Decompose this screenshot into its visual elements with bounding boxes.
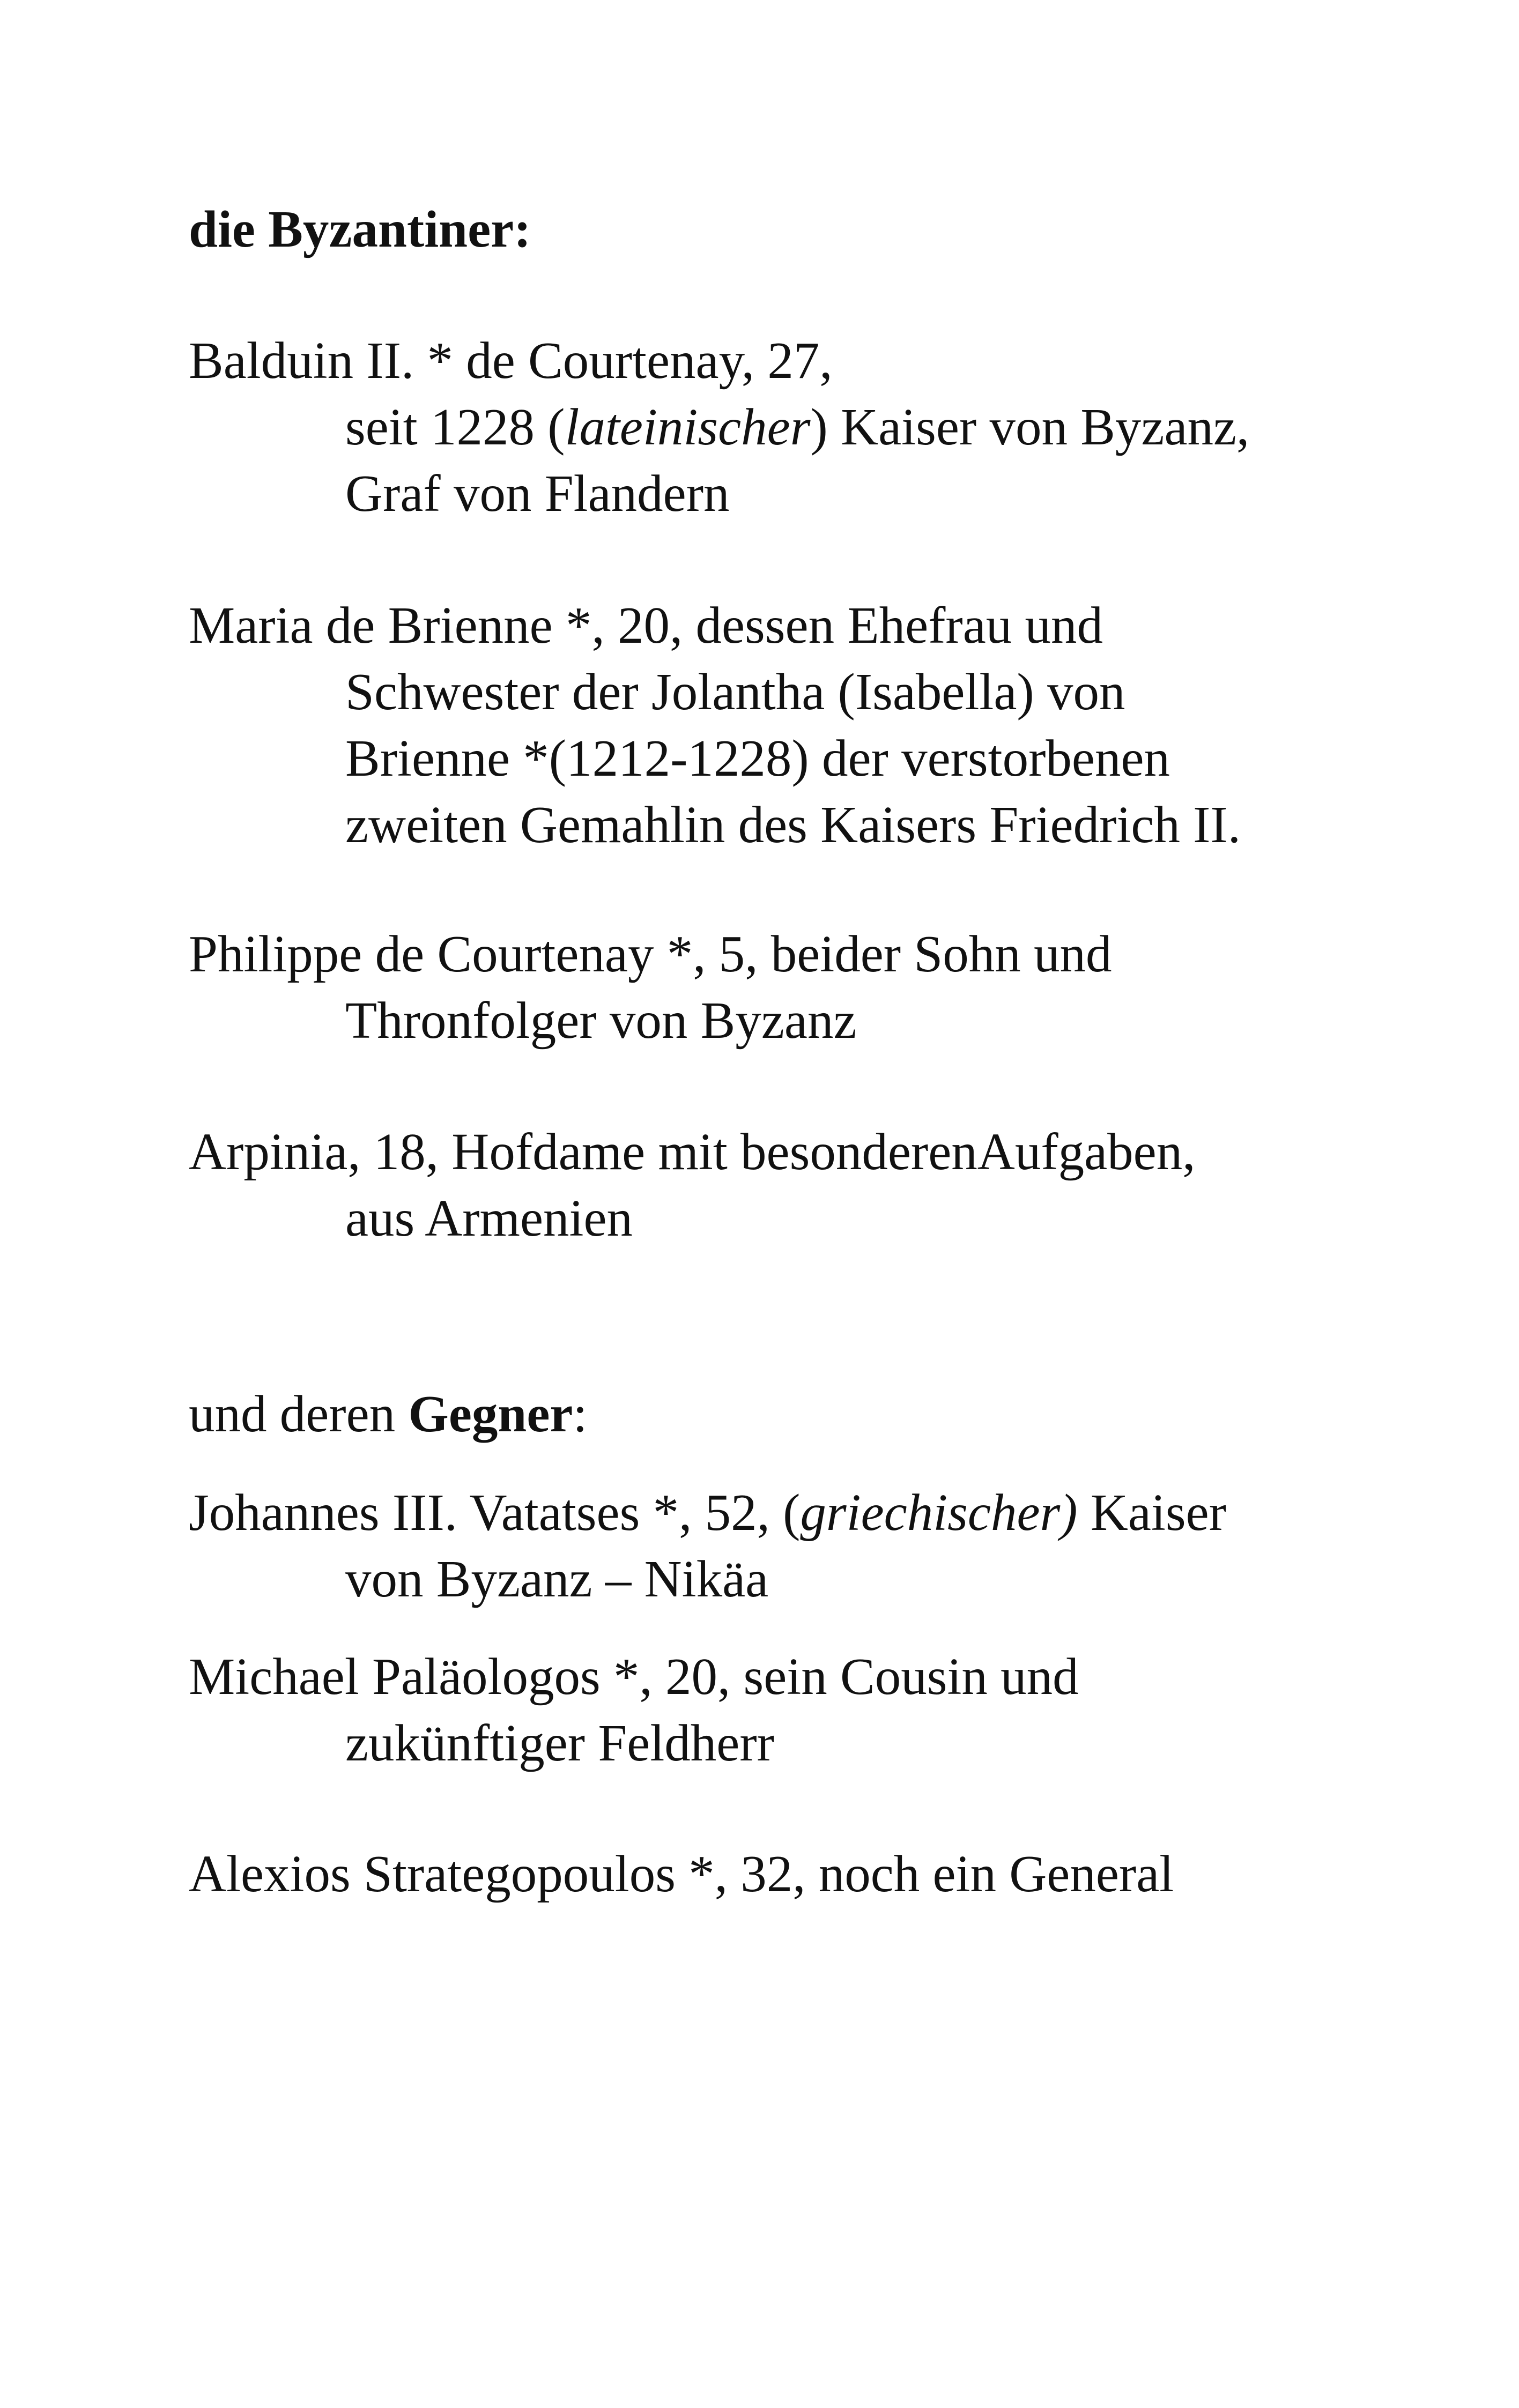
entry-line: von Byzanz – Nikäa (345, 1550, 769, 1608)
entry-text: ) Kaiser von Byzanz, (810, 398, 1250, 456)
entry-line: Schwester der Jolantha (Isabella) von (345, 663, 1125, 720)
character-entry-balduin (189, 328, 1422, 527)
entry-text: seit 1228 ( (345, 398, 565, 456)
entry-line: aus Armenien (345, 1190, 633, 1247)
section-heading-byzantiner (189, 196, 1422, 263)
entry-italic-text: lateinischer (565, 398, 811, 456)
entry-italic-text: griechischer) (800, 1484, 1078, 1541)
entry-text: Johannes III. Vatatses *, 52, ( (189, 1484, 801, 1541)
heading-text: die Byzantiner: (189, 200, 531, 258)
character-entry-maria (189, 592, 1422, 858)
character-entry-alexios (189, 1841, 1422, 1907)
section-heading-gegner (189, 1381, 1422, 1447)
entry-line: zukünftiger Feldherr (345, 1714, 774, 1772)
character-entry-michael (189, 1644, 1422, 1777)
entry-text: Kaiser (1077, 1484, 1227, 1541)
heading-line (189, 1381, 1422, 1447)
entry-line: Maria de Brienne *, 20, dessen Ehefrau und (189, 597, 1103, 654)
heading-text: : (573, 1385, 588, 1443)
entry-line: Thronfolger von Byzanz (345, 992, 857, 1049)
entry-line: Brienne *(1212-1228) der verstorbenen (345, 730, 1170, 787)
entry-line (189, 394, 1422, 460)
entry-line: Graf von Flandern (345, 465, 730, 522)
heading-text: und deren (189, 1385, 409, 1443)
entry-line: Arpinia, 18, Hofdame mit besonderenAufgaben, (189, 1123, 1196, 1180)
character-entry-johannes (189, 1480, 1422, 1612)
entry-line: zweiten Gemahlin des Kaisers Friedrich II. (345, 796, 1241, 853)
entry-line: Balduin II. * de Courtenay, 27, (189, 332, 833, 389)
heading-bold-text: Gegner (408, 1385, 573, 1443)
entry-line: Alexios Strategopoulos *, 32, noch ein General (189, 1845, 1174, 1902)
character-entry-arpinia (189, 1119, 1422, 1252)
character-entry-philippe (189, 921, 1422, 1054)
entry-line (189, 1480, 1422, 1546)
entry-line: Philippe de Courtenay *, 5, beider Sohn und (189, 925, 1112, 983)
entry-line: Michael Paläologos *, 20, sein Cousin und (189, 1648, 1079, 1705)
